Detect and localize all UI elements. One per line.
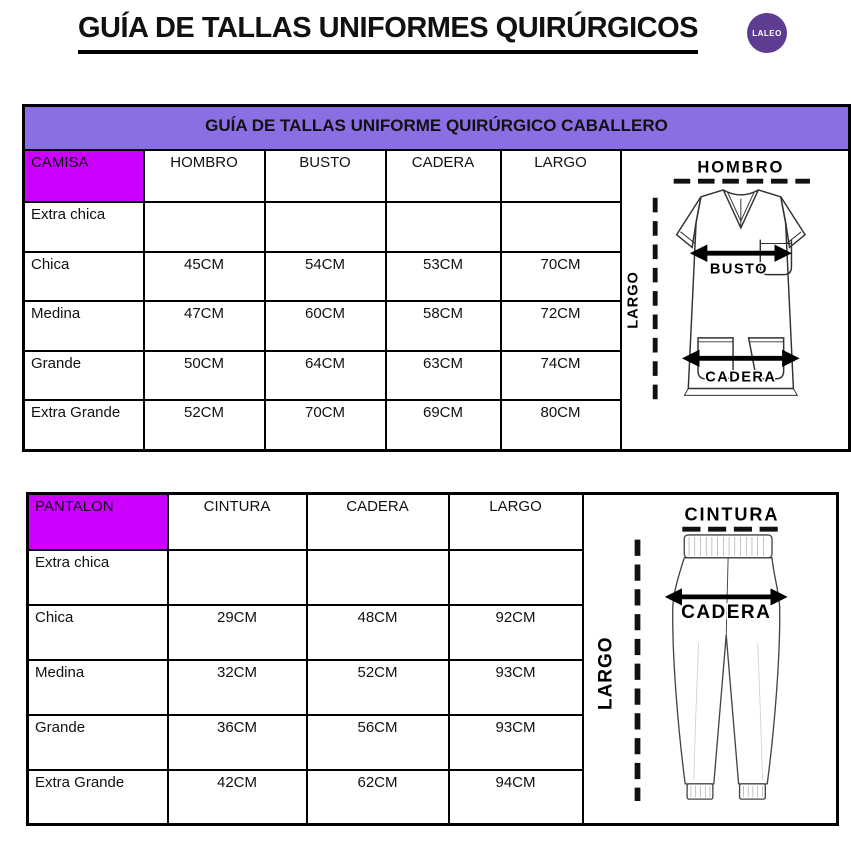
cadera-value bbox=[307, 550, 449, 605]
hombro-value: 45CM bbox=[144, 252, 265, 302]
col-header-cadera: CADERA bbox=[307, 494, 449, 550]
cadera-value: 69CM bbox=[386, 400, 501, 450]
largo-value: 80CM bbox=[501, 400, 621, 450]
cadera-value: 62CM bbox=[307, 770, 449, 825]
busto-value: 64CM bbox=[265, 351, 386, 401]
size-label: Chica bbox=[24, 252, 144, 302]
cadera-value: 53CM bbox=[386, 252, 501, 302]
col-header-largo: LARGO bbox=[501, 150, 621, 203]
laleo-logo-text: LALEO bbox=[752, 28, 782, 38]
shirt-table-header-row bbox=[24, 150, 850, 203]
diagram-label-cintura: CINTURA bbox=[684, 504, 780, 525]
size-label: Grande bbox=[28, 715, 168, 770]
size-label: Extra Grande bbox=[28, 770, 168, 825]
shirt-table-title-row bbox=[24, 106, 850, 150]
hombro-value: 50CM bbox=[144, 351, 265, 401]
largo-value: 94CM bbox=[449, 770, 583, 825]
shirt-size-table bbox=[22, 104, 851, 452]
col-header-busto: BUSTO bbox=[265, 150, 386, 203]
hombro-value bbox=[144, 202, 265, 252]
col-header-largo: LARGO bbox=[449, 494, 583, 550]
diagram-label-hombro: HOMBRO bbox=[697, 156, 785, 176]
size-label: Medina bbox=[24, 301, 144, 351]
pants-diagram bbox=[586, 496, 834, 818]
largo-value: 72CM bbox=[501, 301, 621, 351]
size-label: Chica bbox=[28, 605, 168, 660]
largo-value: 74CM bbox=[501, 351, 621, 401]
page-header bbox=[78, 12, 698, 54]
cadera-value: 48CM bbox=[307, 605, 449, 660]
largo-value: 93CM bbox=[449, 660, 583, 715]
cadera-value: 56CM bbox=[307, 715, 449, 770]
cintura-value: 32CM bbox=[168, 660, 307, 715]
col-header-cadera: CADERA bbox=[386, 150, 501, 203]
hombro-value: 47CM bbox=[144, 301, 265, 351]
cintura-value: 42CM bbox=[168, 770, 307, 825]
cintura-value: 36CM bbox=[168, 715, 307, 770]
shirt-corner-label: CAMISA bbox=[24, 150, 144, 203]
diagram-label-cadera: CADERA bbox=[680, 601, 772, 623]
largo-value: 92CM bbox=[449, 605, 583, 660]
col-header-hombro: HOMBRO bbox=[144, 150, 265, 203]
col-header-cintura: CINTURA bbox=[168, 494, 307, 550]
diagram-label-busto: BUSTO bbox=[709, 261, 768, 278]
diagram-label-largo: LARGO bbox=[625, 270, 642, 329]
laleo-logo bbox=[747, 13, 787, 53]
page-title: GUÍA DE TALLAS UNIFORMES QUIRÚRGICOS bbox=[78, 12, 698, 54]
diagram-label-largo: LARGO bbox=[595, 636, 617, 711]
size-label: Extra Grande bbox=[24, 400, 144, 450]
busto-value bbox=[265, 202, 386, 252]
shirt-diagram-cell bbox=[621, 150, 850, 451]
hombro-value: 52CM bbox=[144, 400, 265, 450]
largo-value: 70CM bbox=[501, 252, 621, 302]
shirt-table-title: GUÍA DE TALLAS UNIFORME QUIRÚRGICO CABALLERO bbox=[24, 106, 850, 150]
busto-value: 54CM bbox=[265, 252, 386, 302]
pants-size-table bbox=[26, 492, 839, 826]
cadera-value bbox=[386, 202, 501, 252]
size-label: Extra chica bbox=[28, 550, 168, 605]
cadera-value: 58CM bbox=[386, 301, 501, 351]
largo-value: 93CM bbox=[449, 715, 583, 770]
diagram-label-cadera: CADERA bbox=[704, 369, 777, 386]
pants-table-header-row bbox=[28, 494, 838, 550]
busto-value: 70CM bbox=[265, 400, 386, 450]
size-label: Extra chica bbox=[24, 202, 144, 252]
cintura-value: 29CM bbox=[168, 605, 307, 660]
pants-diagram-cell bbox=[583, 494, 838, 825]
pants-outline bbox=[672, 535, 779, 799]
busto-value: 60CM bbox=[265, 301, 386, 351]
scrub-top-outline bbox=[676, 189, 804, 394]
scrub-top-diagram bbox=[623, 152, 847, 444]
size-label: Grande bbox=[24, 351, 144, 401]
cadera-value: 52CM bbox=[307, 660, 449, 715]
largo-value bbox=[449, 550, 583, 605]
pants-corner-label: PANTALON bbox=[28, 494, 168, 550]
cintura-value bbox=[168, 550, 307, 605]
cadera-value: 63CM bbox=[386, 351, 501, 401]
largo-value bbox=[501, 202, 621, 252]
size-label: Medina bbox=[28, 660, 168, 715]
